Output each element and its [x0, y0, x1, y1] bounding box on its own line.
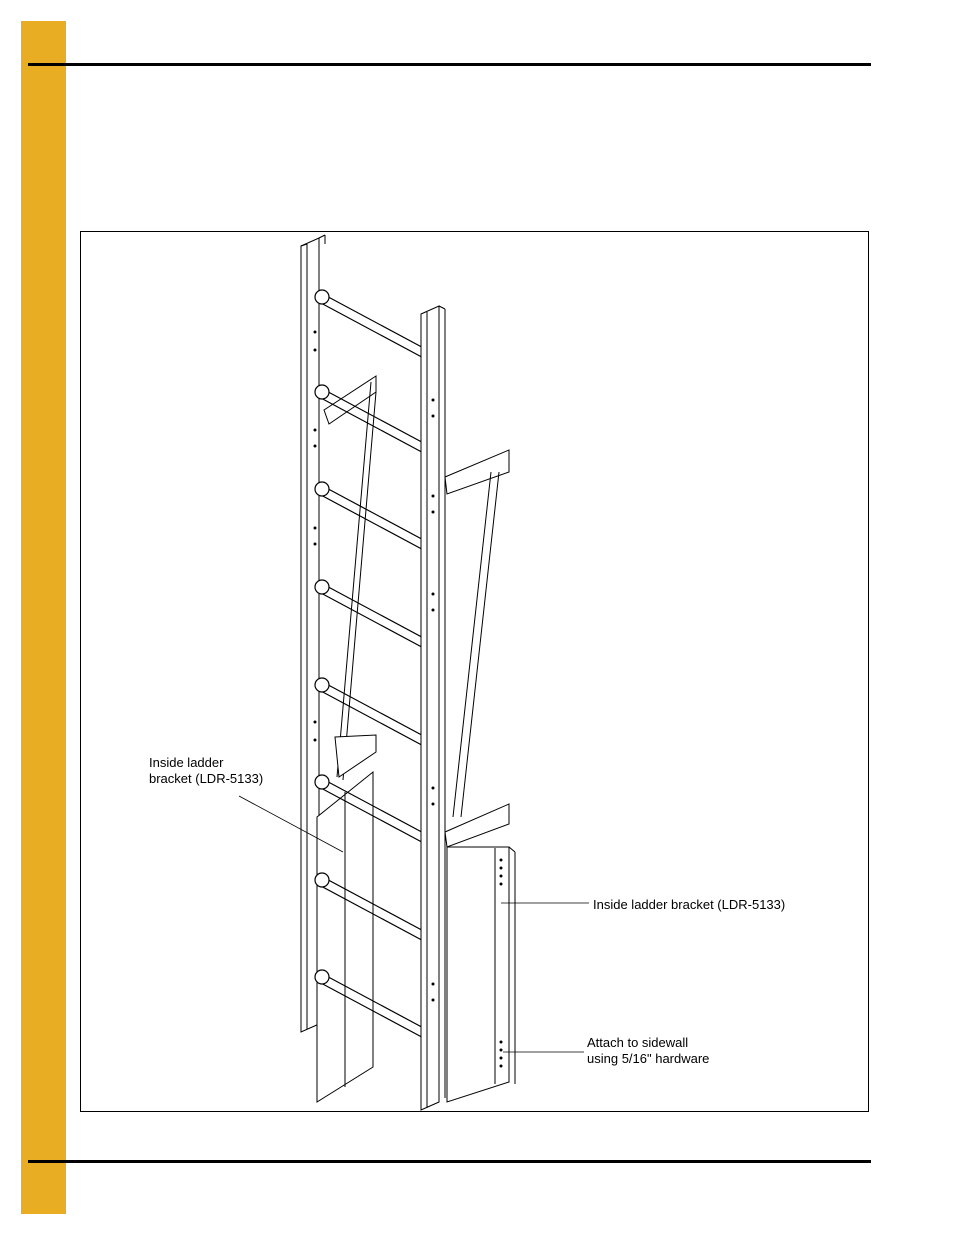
callout-inside-bracket-left: Inside ladder bracket (LDR-5133) [149, 755, 264, 786]
left-inside-bracket [317, 772, 373, 1102]
right-outer-bracket [445, 450, 515, 1102]
ladder-figure [80, 231, 869, 1112]
leader-lines [239, 796, 589, 1052]
ladder-drawing [81, 232, 870, 1113]
side-color-band [21, 21, 66, 1214]
footer-rule [28, 1160, 871, 1163]
right-ladder-rail [421, 306, 445, 1110]
callout-inside-bracket-right: Inside ladder bracket (LDR-5133) [593, 897, 786, 912]
callout-attach-sidewall: Attach to sidewall using 5/16" hardware [587, 1035, 710, 1066]
header-rule [28, 63, 871, 66]
upper-left-bracket-arm [324, 376, 376, 780]
